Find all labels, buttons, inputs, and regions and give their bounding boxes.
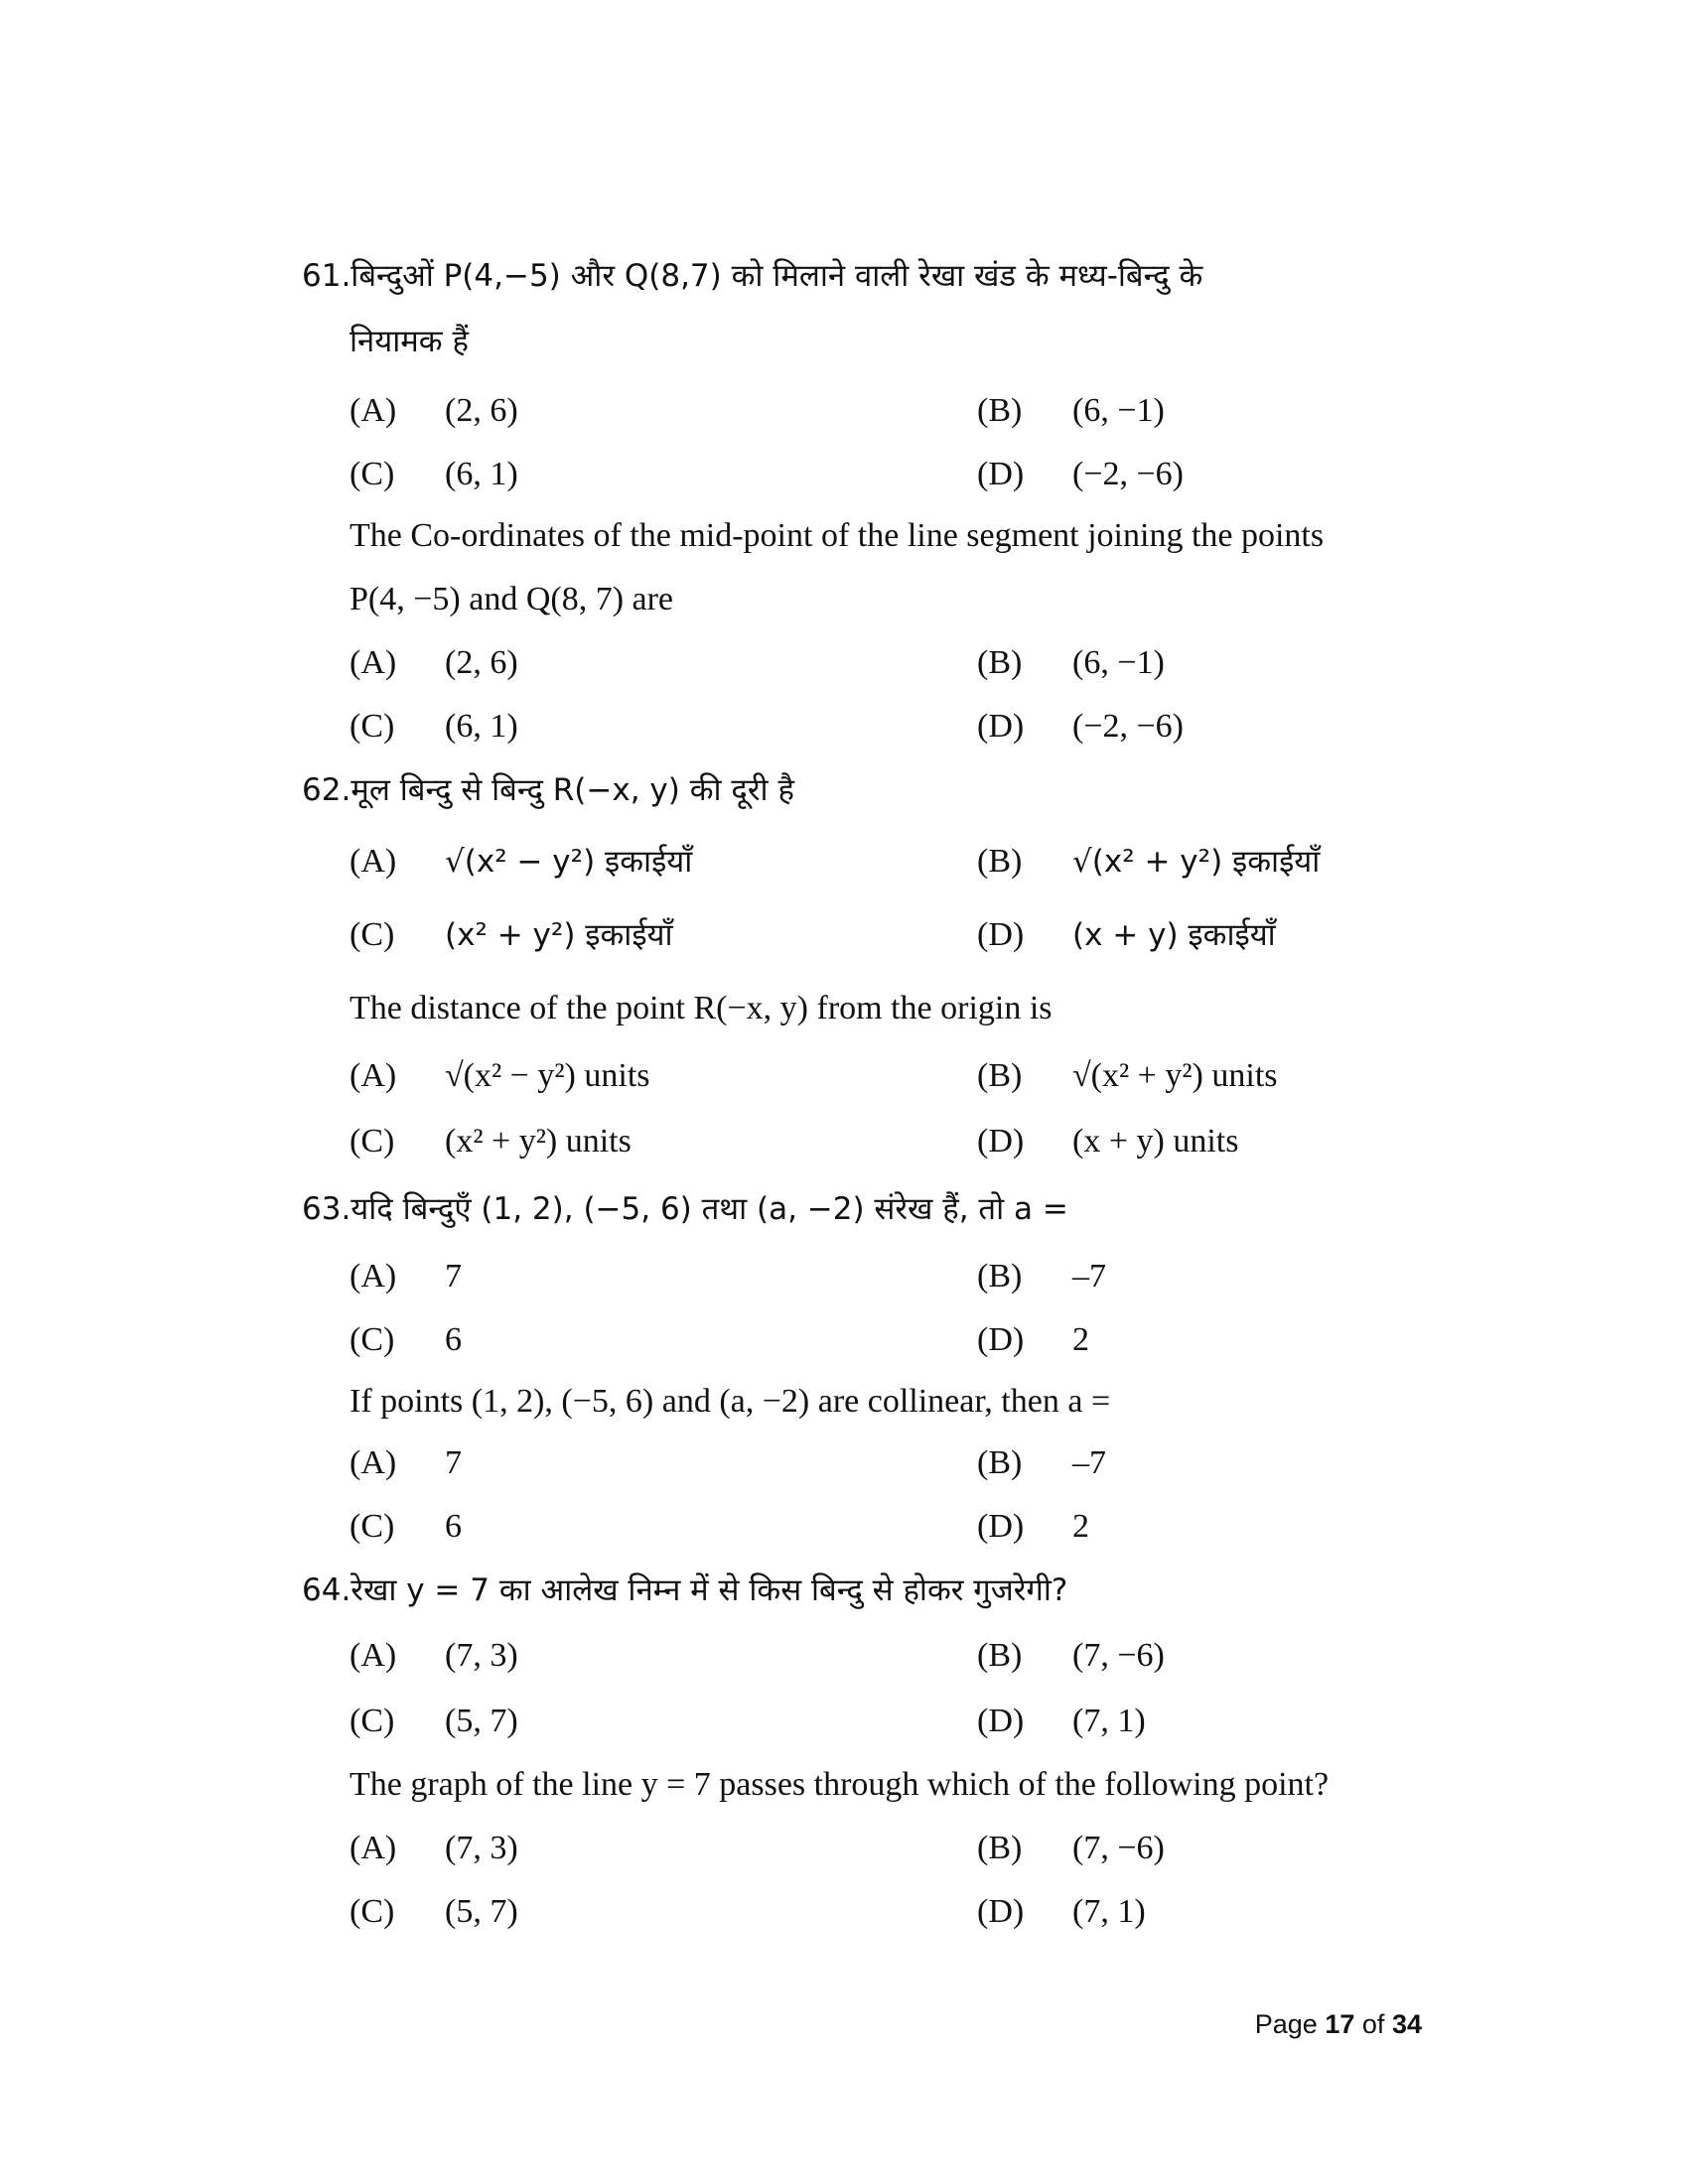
q64-en-option-a: (A) (7, 3) (350, 1830, 518, 1866)
q63-en-option-d: (D) 2 (977, 1508, 1089, 1545)
q62-en-option-d: (D) (x + y) units (977, 1123, 1239, 1160)
q63-en-option-c: (C) 6 (350, 1508, 462, 1545)
q63-en-option-a: (A) 7 (350, 1444, 462, 1481)
q63-hi-option-a: (A) 7 (350, 1258, 462, 1295)
q61-hi-option-b: (B) (6, −1) (977, 392, 1165, 429)
q63-en-option-b: (B) –7 (977, 1444, 1106, 1481)
q61-en-option-a: (A) (2, 6) (350, 644, 518, 681)
q61-en-option-c: (C) (6, 1) (350, 708, 518, 745)
q62-en-option-b: (B) √(x² + y²) units (977, 1057, 1278, 1094)
q61-hi-option-d: (D) (−2, −6) (977, 456, 1184, 492)
q61-en-option-d: (D) (−2, −6) (977, 708, 1184, 745)
q64-en-option-d: (D) (7, 1) (977, 1893, 1146, 1930)
q62-hi-option-d: (D) (x + y) इकाईयाँ (977, 916, 1276, 953)
q62-english-line-1: The distance of the point R(−x, y) from the origin is (350, 990, 1053, 1026)
q63-hi-option-c: (C) 6 (350, 1321, 462, 1358)
q64-hi-option-a: (A) (7, 3) (350, 1637, 518, 1674)
q62-hi-option-b: (B) √(x² + y²) इकाईयाँ (977, 843, 1321, 880)
q63-hi-option-d: (D) 2 (977, 1321, 1089, 1358)
q63-hindi-line-1: 63.यदि बिन्दुएँ (1, 2), (−5, 6) तथा (a, −2) संरेख हैं, तो a = (302, 1191, 1068, 1227)
q62-hindi-line-1: 62.मूल बिन्दु से बिन्दु R(−x, y) की दूरी है (302, 772, 794, 808)
q64-hi-option-d: (D) (7, 1) (977, 1703, 1146, 1739)
page-label: Page (1254, 2009, 1318, 2039)
q62-hi-option-a: (A) √(x² − y²) इकाईयाँ (350, 843, 693, 880)
page-of-label: of (1361, 2009, 1385, 2039)
q61-hindi-line-2: नियामक हैं (350, 324, 469, 359)
q62-hi-option-c: (C) (x² + y²) इकाईयाँ (350, 916, 673, 953)
q61-hindi-line-1: 61.बिन्दुओं P(4,−5) और Q(8,7) को मिलाने वाली रेखा खंड के मध्य-बिन्दु के (302, 258, 1203, 294)
q62-en-option-c: (C) (x² + y²) units (350, 1123, 632, 1160)
page-number-footer (1255, 2009, 1422, 2040)
q64-hi-option-c: (C) (5, 7) (350, 1703, 518, 1739)
q61-hi-option-c: (C) (6, 1) (350, 456, 518, 492)
q61-en-option-b: (B) (6, −1) (977, 644, 1165, 681)
total-pages: 34 (1391, 2009, 1422, 2039)
q61-english-line-1: The Co-ordinates of the mid-point of the line segment joining the points (350, 517, 1325, 554)
q64-hi-option-b: (B) (7, −6) (977, 1637, 1165, 1674)
q61-english-line-2: P(4, −5) and Q(8, 7) are (350, 581, 674, 617)
q64-en-option-b: (B) (7, −6) (977, 1830, 1165, 1866)
q63-hi-option-b: (B) –7 (977, 1258, 1106, 1295)
q62-en-option-a: (A) √(x² − y²) units (350, 1057, 650, 1094)
q61-hi-option-a: (A) (2, 6) (350, 392, 518, 429)
q64-en-option-c: (C) (5, 7) (350, 1893, 518, 1930)
q64-hindi-line-1: 64.रेखा y = 7 का आलेख निम्न में से किस बिन्दु से होकर गुजरेगी? (302, 1572, 1068, 1608)
q63-english-line-1: If points (1, 2), (−5, 6) and (a, −2) are collinear, then a = (350, 1383, 1111, 1420)
current-page: 17 (1325, 2009, 1355, 2039)
q64-english-line-1: The graph of the line y = 7 passes through which of the following point? (350, 1766, 1330, 1803)
